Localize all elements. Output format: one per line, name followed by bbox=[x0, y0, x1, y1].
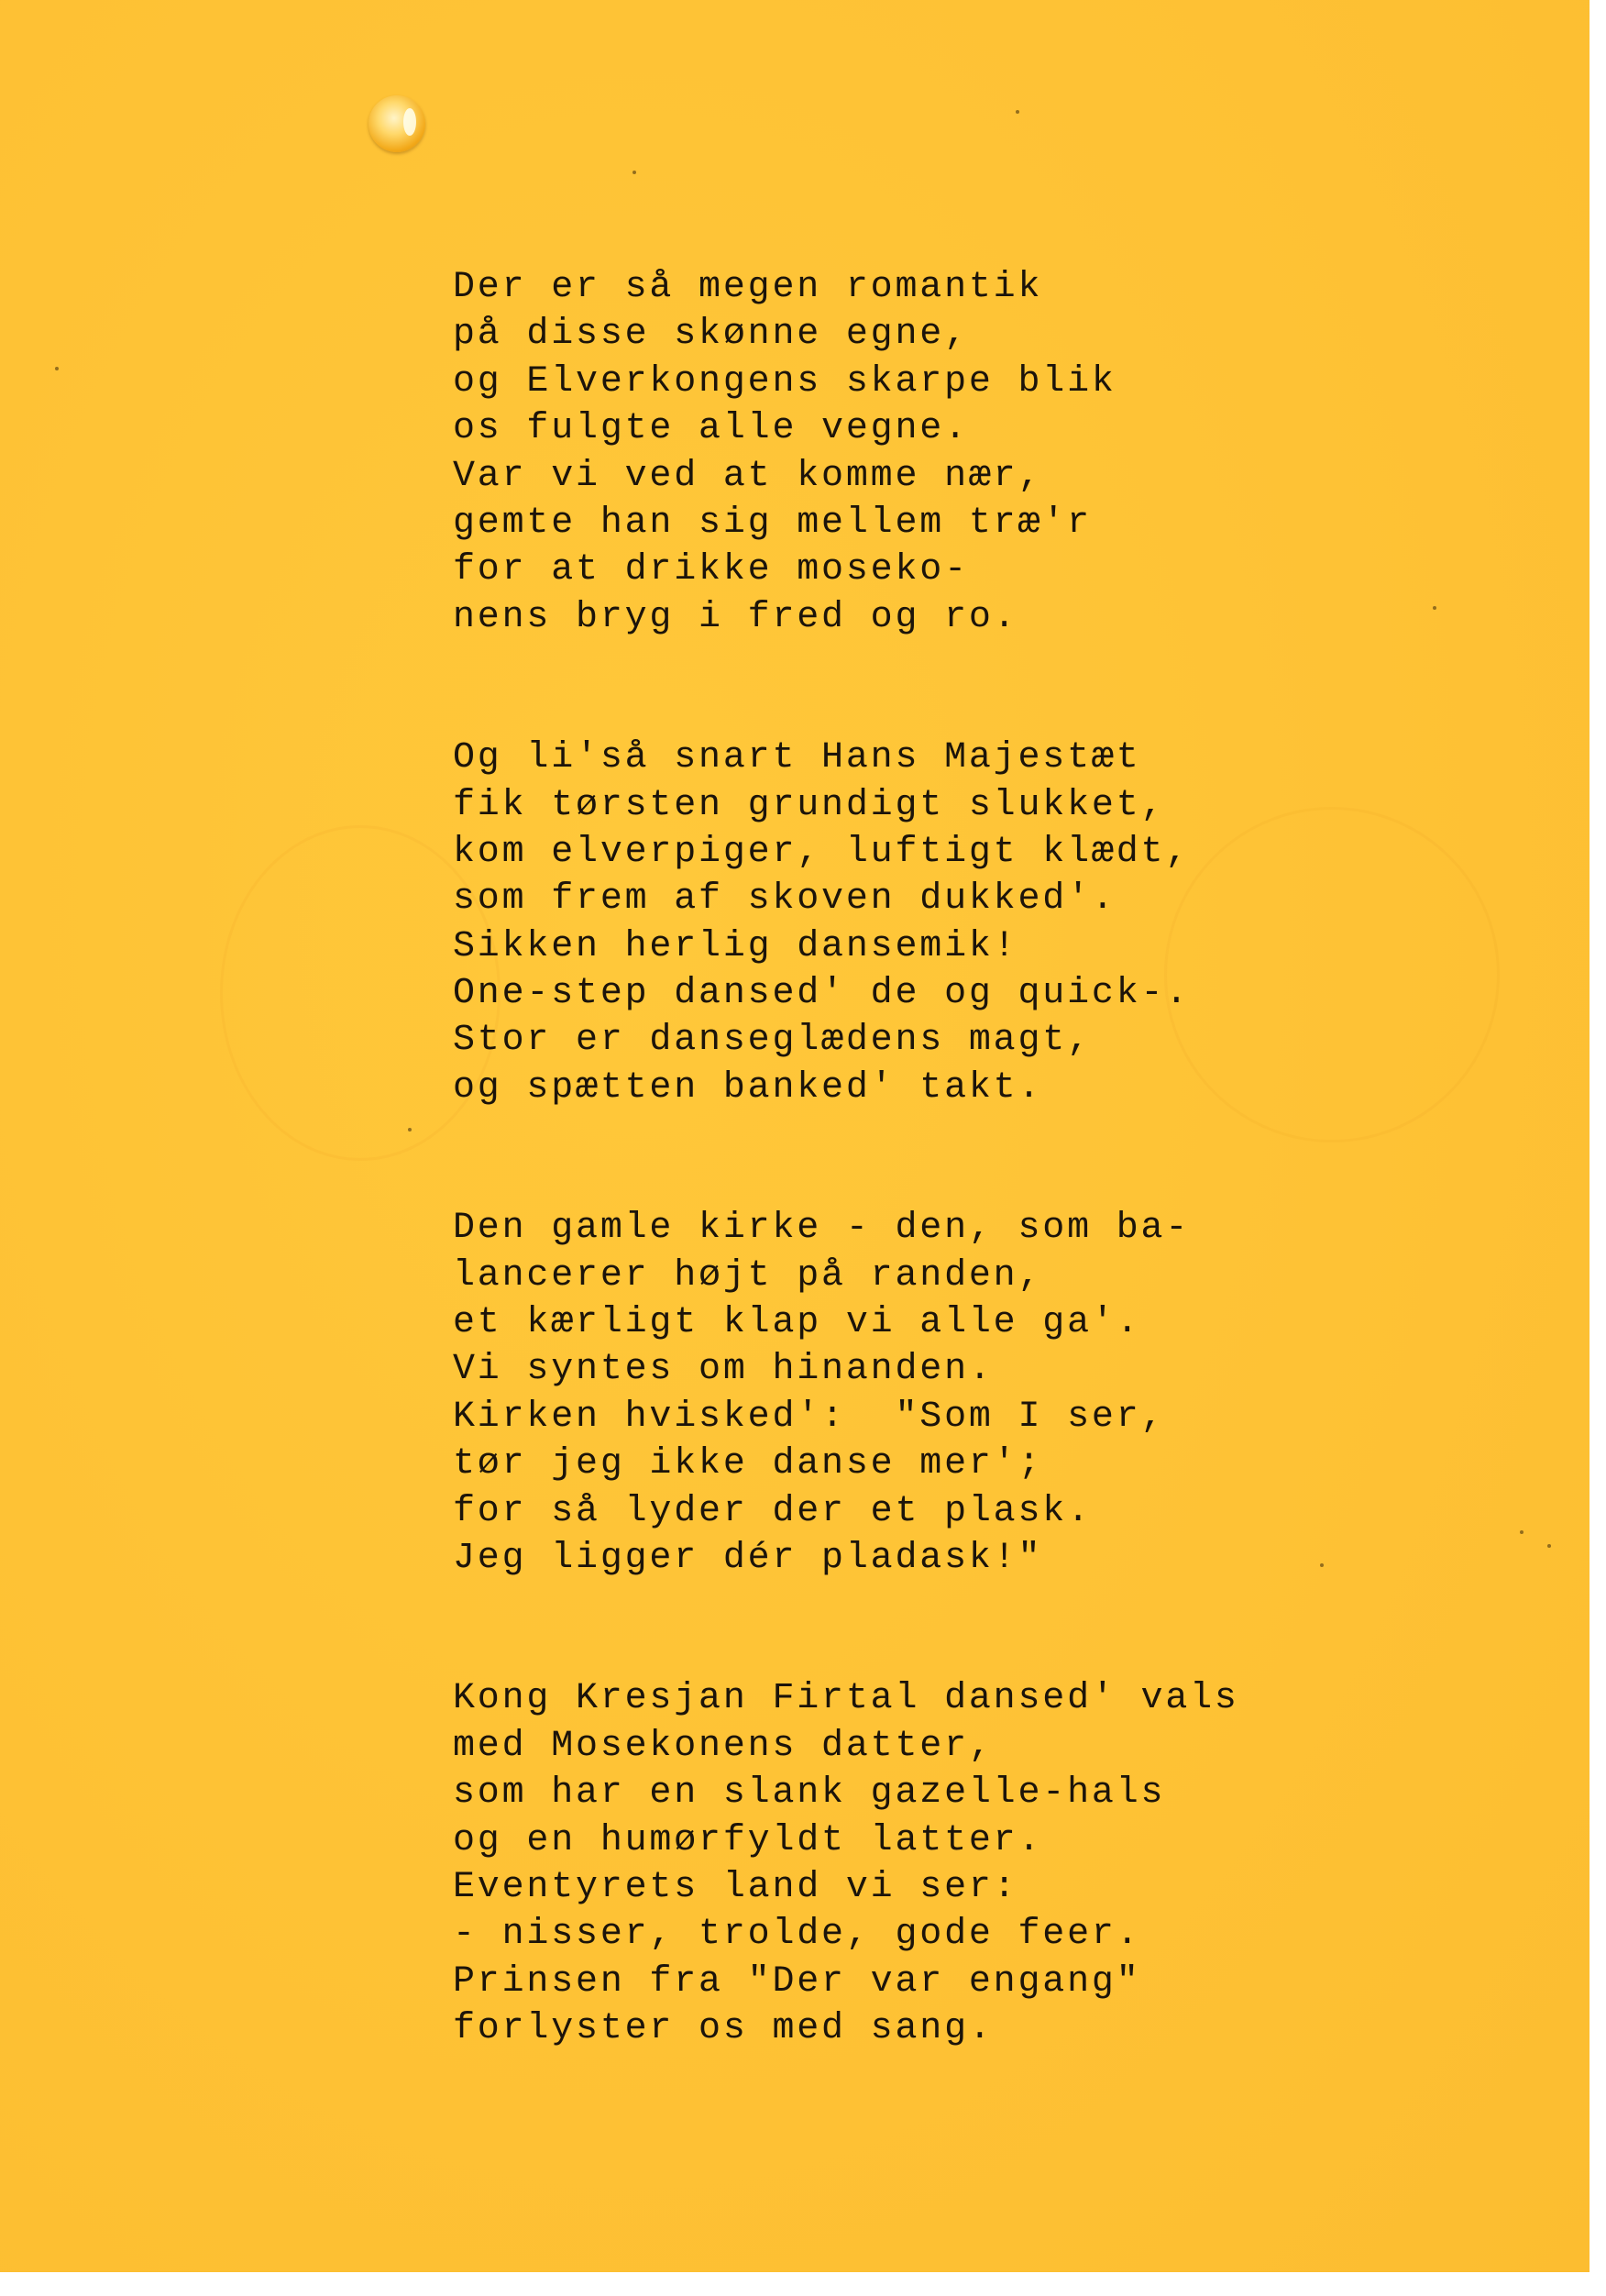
poem-line: fik tørsten grundigt slukket, bbox=[453, 784, 1166, 826]
poem-line: nens bryg i fred og ro. bbox=[453, 596, 1018, 638]
poem-line: Vi syntes om hinanden. bbox=[453, 1349, 994, 1391]
poem-line: et kærligt klap vi alle ga'. bbox=[453, 1302, 1141, 1344]
scan-margin-right bbox=[1590, 0, 1606, 2296]
paper-speck bbox=[1016, 110, 1019, 114]
poem-line: Eventyrets land vi ser: bbox=[453, 1866, 1018, 1908]
poem-line: som har en slank gazelle-hals bbox=[453, 1772, 1166, 1815]
paper-speck bbox=[55, 367, 59, 370]
stanza-4 bbox=[453, 1675, 1239, 2052]
stanza-2 bbox=[453, 734, 1239, 1111]
poem-line: forlyster os med sang. bbox=[453, 2008, 994, 2050]
paper-speck bbox=[1547, 1544, 1551, 1548]
poem-line: som frem af skoven dukked'. bbox=[453, 878, 1116, 921]
scan-margin-bottom bbox=[0, 2272, 1606, 2296]
poem-line: gemte han sig mellem træ'r bbox=[453, 502, 1092, 544]
poem-line: os fulgte alle vegne. bbox=[453, 408, 969, 450]
poem-line: Kirken hvisked': "Som I ser, bbox=[453, 1396, 1166, 1438]
poem-line: og Elverkongens skarpe blik bbox=[453, 360, 1116, 403]
punch-hole-highlight bbox=[403, 108, 416, 136]
poem-line: Prinsen fra "Der var engang" bbox=[453, 1960, 1141, 2003]
poem-line: Sikken herlig dansemik! bbox=[453, 925, 1018, 967]
poem-line: One-step dansed' de og quick-. bbox=[453, 973, 1191, 1015]
poem-line: og spætten banked' takt. bbox=[453, 1066, 1043, 1109]
poem-line: Og li'så snart Hans Majestæt bbox=[453, 737, 1141, 779]
poem-line: tør jeg ikke danse mer'; bbox=[453, 1443, 1043, 1485]
poem-line: Den gamle kirke - den, som ba- bbox=[453, 1208, 1191, 1250]
paper-speck bbox=[408, 1128, 412, 1131]
poem-line: med Mosekonens datter, bbox=[453, 1725, 994, 1767]
poem-line: - nisser, trolde, gode feer. bbox=[453, 1914, 1141, 1956]
poem-line: lancerer højt på randen, bbox=[453, 1254, 1043, 1297]
paper-speck bbox=[1433, 606, 1436, 610]
poem-line: kom elverpiger, luftigt klædt, bbox=[453, 831, 1191, 873]
poem-line: på disse skønne egne, bbox=[453, 314, 969, 356]
paper-speck bbox=[1520, 1530, 1524, 1534]
poem-line: Var vi ved at komme nær, bbox=[453, 455, 1043, 497]
poem-line: Der er så megen romantik bbox=[453, 267, 1043, 308]
stanza-3 bbox=[453, 1205, 1239, 1582]
poem-line: Stor er danseglædens magt, bbox=[453, 1020, 1092, 1062]
punch-hole bbox=[368, 95, 425, 152]
poem-line: og en humørfyldt latter. bbox=[453, 1819, 1043, 1861]
poem-line: Kong Kresjan Firtal dansed' vals bbox=[453, 1678, 1239, 1720]
poem bbox=[453, 264, 1239, 2147]
poem-line: for så lyder der et plask. bbox=[453, 1490, 1092, 1532]
paper-speck bbox=[1320, 1563, 1324, 1567]
paper-speck bbox=[632, 171, 636, 174]
poem-line: for at drikke moseko- bbox=[453, 549, 969, 591]
poem-line: Jeg ligger dér pladask!" bbox=[453, 1537, 1043, 1579]
stanza-1 bbox=[453, 264, 1239, 641]
